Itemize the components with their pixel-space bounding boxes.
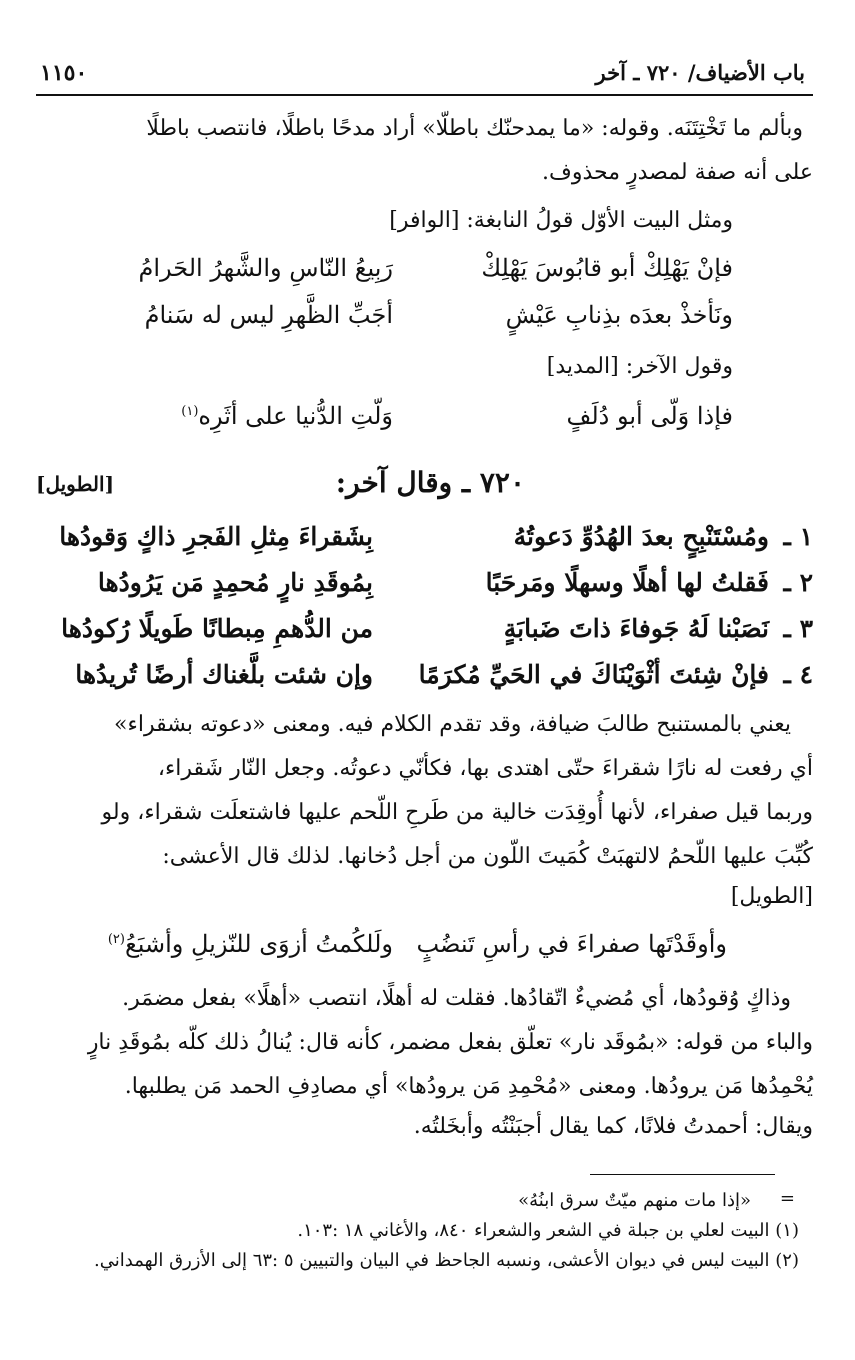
intro-line-2: على أنه صفة لمصدرٍ محذوف. xyxy=(542,160,813,185)
madid-verse-first-hemistich: فإذا وَلّى أبو دُلَفٍ xyxy=(566,402,733,430)
nabigha-intro: ومثل البيت الأوّل قولُ النابغة: [الوافر] xyxy=(389,208,733,233)
nabigha-verse-2-first-hemistich: ونَأخذْ بعدَه بذِنابِ عَيْشٍ xyxy=(505,301,733,329)
section-meter: [الطويل] xyxy=(36,472,115,496)
madid-verse-second-hemistich xyxy=(181,402,393,430)
nabigha-verse-1-first-hemistich: فإنْ يَهْلِكْ أبو قابُوسَ يَهْلِكْ xyxy=(481,254,733,282)
commentary-line: يعني بالمستنبح طالبَ ضيافة، وقد تقدم الكلام فيه. ومعنى «دعوته بشقراء» xyxy=(114,712,791,737)
verse-3-number: ٣ ـ xyxy=(783,614,813,643)
commentary-line: وربما قيل صفراء، لأنها أُوقِدَت خالية من طَرحِ اللّحم عليها فاشتعلَت شقراء، ولو xyxy=(101,800,813,825)
commentary-line: وذاكٍ وُقودُها، أي مُضيءٌ اتّقادُها. فقلت له أهلًا، انتصب «أهلًا» بفعل مضمَر. xyxy=(122,986,791,1011)
footnote-2: (٢) البيت ليس في ديوان الأعشى، ونسبه الجاحظ في البيان والتبيين ٥ :٦٣ إلى الأزرق الهمداني. xyxy=(94,1250,799,1271)
verse-2-first-hemistich: فَقلتُ لها أهلًا وسهلًا ومَرحَبًا xyxy=(485,568,769,597)
verse-3-first-hemistich: نَصَبْنا لَهُ جَوفاءَ ذاتَ ضَبابَةٍ xyxy=(503,614,769,643)
nabigha-verse-1-second-hemistich: رَبِيعُ النّاسِ والشَّهرُ الحَرامُ xyxy=(138,254,393,282)
verse-1-second-hemistich: بِشَقراءَ مِثلِ الفَجرِ ذاكٍ وَقودُها xyxy=(59,522,373,551)
verse-2-second-hemistich: بِمُوقَدِ نارٍ مُحمِدٍ مَن يَرُودُها xyxy=(97,568,373,597)
verse-2-number: ٢ ـ xyxy=(783,568,813,597)
commentary-line: يُحْمِدُها مَن يرودُها. ومعنى «مُحْمِدِ مَن يرودُها» أي مصادِفِ الحمد مَن يطلبها. xyxy=(124,1074,813,1099)
running-title: باب الأضياف/ ٧٢٠ ـ آخر xyxy=(595,60,805,85)
footnote-1: (١) البيت لعلي بن جبلة في الشعر والشعراء ٨٤٠، والأغاني ١٨ :١٠٣. xyxy=(297,1220,799,1241)
verse-1-number: ١ ـ xyxy=(783,522,813,551)
footnote-carry-mark: = xyxy=(779,1188,795,1209)
page-number: ١١٥٠ xyxy=(40,60,88,86)
verse-3-second-hemistich: من الدُّهمِ مِبطانًا طَويلًا رُكودُها xyxy=(61,614,373,643)
footnote-ref-2: (٢) xyxy=(107,932,125,947)
verse-4-first-hemistich: فإنْ شِئتَ أثْوَيْنَاكَ في الحَيِّ مُكرَمًا xyxy=(418,660,769,689)
verse-4-second-hemistich: وإن شئت بلَّغناك أرضًا تُريدُها xyxy=(75,660,373,689)
commentary-line: كُبِّبَ عليها اللّحمُ لالتهبَتْ كُمَيتَ اللّون من أجل دُخانها. لذلك قال الأعشى: xyxy=(162,844,813,869)
madid-verse-text: وَلّتِ الدُّنيا على أثَرِه xyxy=(198,402,393,430)
intro-line-1: وبألم ما تَخْتِتَنَه. وقوله: «ما يمدحنّك باطلّا» أراد مدحًا باطلًا، فانتصب باطلًا xyxy=(146,116,803,141)
verse-4-number: ٤ ـ xyxy=(783,660,813,689)
asha-verse-first-hemistich: وأوقَدْتَها صفراءَ في رأسِ تَنضُبٍ xyxy=(416,930,727,958)
section-title: ٧٢٠ ـ وقال آخر: xyxy=(335,466,525,499)
footnote-ref-1: (١) xyxy=(181,404,199,419)
commentary-line: والباء من قوله: «بمُوقَد نار» تعلّق بفعل مضمر، كأنه قال: يُنالُ ذلك كلّه بمُوقَدِ نارٍ xyxy=(87,1030,813,1055)
commentary-line: ويقال: أحمدتُ فلانًا، كما يقال أجبَنْتُه وأبخَلتُه. xyxy=(413,1114,813,1139)
commentary-line: أي رفعت له نارًا شقراءَ حتّى اهتدى بها، فكأنّي دعوتُه. وجعل النّار شَقراء، xyxy=(157,756,813,781)
asha-verse-second-hemistich xyxy=(108,930,393,958)
footnote-rule xyxy=(590,1174,775,1175)
commentary-line: [الطويل] xyxy=(730,884,813,909)
header-rule xyxy=(36,94,813,96)
asha-verse-text: ولَلكُمتُ أزوَى للنّزيلِ وأشبَعُ xyxy=(124,930,393,958)
verse-1-first-hemistich: ومُسْتَنْبِحٍ بعدَ الهُدُوِّ دَعوتُهُ xyxy=(513,522,769,551)
nabigha-verse-2-second-hemistich: أجَبِّ الظَّهرِ ليس له سَنامُ xyxy=(144,301,393,329)
footnote-carry-text: «إذا مات منهم ميّتٌ سرق ابنُهُ» xyxy=(518,1190,751,1211)
other-poet-intro: وقول الآخر: [المديد] xyxy=(546,354,733,379)
